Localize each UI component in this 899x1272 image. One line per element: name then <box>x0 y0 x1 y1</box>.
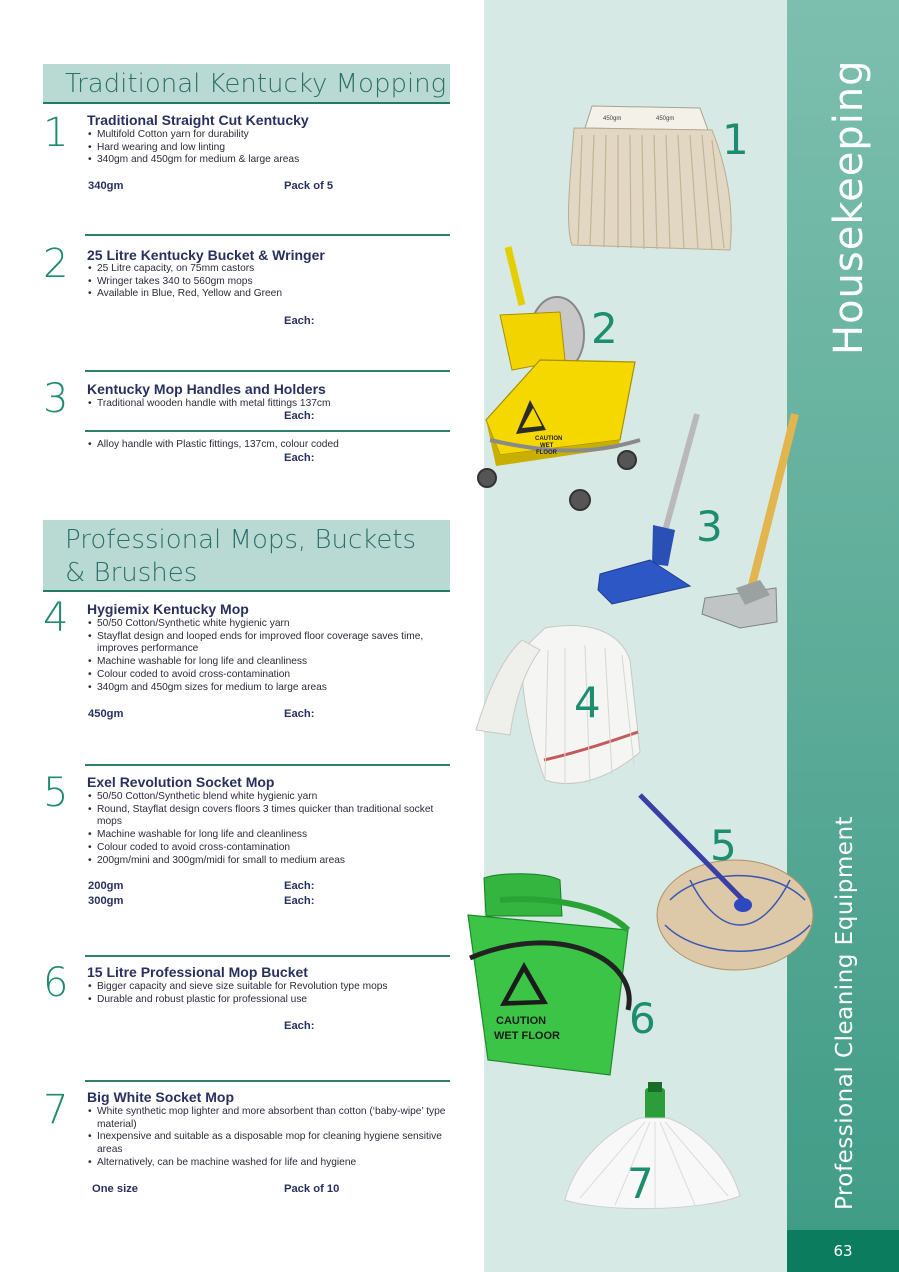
caution-sign-text: CAUTION <box>496 1015 547 1027</box>
bullet: • Round, Stayflat design covers floors 3 times quicker than traditional socket mops <box>88 804 448 829</box>
product-title-1: Traditional Straight Cut Kentucky <box>87 112 309 128</box>
bullet: • 200gm/mini and 300gm/midi for small to medium areas <box>88 855 448 868</box>
product-number-7: 7 <box>43 1087 69 1133</box>
product-title-4: Hygiemix Kentucky Mop <box>87 601 249 617</box>
caution-sign-text: WET <box>540 443 554 449</box>
image-number-5: 5 <box>710 821 737 870</box>
bullet: • 340gm and 450gm sizes for medium to large areas <box>88 682 448 695</box>
image-number-1: 1 <box>722 115 749 164</box>
section-title-line1: Professional Mops, Buckets <box>65 525 417 555</box>
product-price-label-5a: Each: <box>284 880 315 892</box>
bullet: • Machine washable for long life and cleanliness <box>88 656 448 669</box>
section-title-line2: & Brushes <box>65 558 198 588</box>
product-title-3: Kentucky Mop Handles and Holders <box>87 381 326 397</box>
bullet: • Inexpensive and suitable as a disposable mop for cleaning hygiene sensitive areas <box>88 1131 448 1156</box>
image-number-7: 7 <box>627 1159 654 1208</box>
product-price-label-4: Each: <box>284 708 315 720</box>
mop-tag-label: 450gm <box>656 116 675 122</box>
bullet: • Colour coded to avoid cross-contamination <box>88 669 448 682</box>
product-size-7: One size <box>92 1183 139 1195</box>
bullet: • Multifold Cotton yarn for durability <box>88 129 448 142</box>
sidebar-category-label: Professional Cleaning Equipment <box>832 815 858 1210</box>
product-price-label-3b: Each: <box>284 452 315 464</box>
mop-tag-label: 450gm <box>603 116 622 122</box>
product-price-label-2: Each: <box>284 315 315 327</box>
green-mop-bucket-image-6 <box>468 874 629 1075</box>
product-size-4: 450gm <box>88 708 124 720</box>
product-number-6: 6 <box>43 960 69 1006</box>
product-price-label-6: Each: <box>284 1020 315 1032</box>
product-size-5a: 200gm <box>88 880 124 892</box>
product-title-6: 15 Litre Professional Mop Bucket <box>87 964 308 980</box>
bullet: • Colour coded to avoid cross-contamination <box>88 842 448 855</box>
image-number-2: 2 <box>591 304 618 353</box>
bullet: • White synthetic mop lighter and more absorbent than cotton (‘baby-wipe’ type material) <box>88 1106 448 1131</box>
hygiemix-mop-image-4 <box>476 626 640 785</box>
image-number-3: 3 <box>696 502 723 551</box>
caution-sign-text: WET FLOOR <box>494 1030 560 1042</box>
bullet: • Alternatively, can be machine washed for life and hygiene <box>88 1157 448 1170</box>
section-title: Traditional Kentucky Mopping <box>65 69 447 99</box>
product-title-7: Big White Socket Mop <box>87 1089 234 1105</box>
sidebar-housekeeping-label: Housekeeping <box>826 59 872 355</box>
bullet: • Traditional wooden handle with metal fittings 137cm <box>88 398 448 411</box>
bullet: • Available in Blue, Red, Yellow and Green <box>88 288 448 301</box>
caution-sign-text: FLOOR <box>536 450 557 456</box>
kentucky-bucket-wringer-image-2 <box>478 247 640 510</box>
product-price-label-3a: Each: <box>284 410 315 422</box>
product-pack-1: Pack of 5 <box>284 180 334 192</box>
image-number-6: 6 <box>629 994 656 1043</box>
product-title-2: 25 Litre Kentucky Bucket & Wringer <box>87 247 325 263</box>
bullet: • 340gm and 450gm for medium & large areas <box>88 154 448 167</box>
kentucky-mop-image-1 <box>568 106 731 250</box>
bullet: • Hard wearing and low linting <box>88 142 448 155</box>
product-number-2: 2 <box>43 241 69 287</box>
product-size-1: 340gm <box>88 180 124 192</box>
bullet: • 50/50 Cotton/Synthetic white hygienic yarn <box>88 618 448 631</box>
bullet: • Machine washable for long life and cleanliness <box>88 829 448 842</box>
product-number-4: 4 <box>43 595 69 641</box>
bullet: • 50/50 Cotton/Synthetic blend white hygienic yarn <box>88 791 448 804</box>
product-title-5: Exel Revolution Socket Mop <box>87 774 275 790</box>
bullet: • Alloy handle with Plastic fittings, 137cm, colour coded <box>88 439 448 452</box>
product-pack-7: Pack of 10 <box>284 1183 340 1195</box>
product-number-3: 3 <box>43 376 69 422</box>
bullet: • Durable and robust plastic for professional use <box>88 994 448 1007</box>
product-price-label-5b: Each: <box>284 895 315 907</box>
bullet: • Stayflat design and looped ends for improved floor coverage saves time, improves performance <box>88 631 448 656</box>
caution-sign-text: CAUTION <box>535 436 563 442</box>
product-number-1: 1 <box>43 110 69 156</box>
bullet: • Wringer takes 340 to 560gm mops <box>88 276 448 289</box>
product-size-5b: 300gm <box>88 895 124 907</box>
bullet: • 25 Litre capacity, on 75mm castors <box>88 263 448 276</box>
bullet: • Bigger capacity and sieve size suitable for Revolution type mops <box>88 981 448 994</box>
page-number: 63 <box>833 1242 853 1260</box>
product-number-5: 5 <box>43 770 69 816</box>
image-number-4: 4 <box>574 678 601 727</box>
